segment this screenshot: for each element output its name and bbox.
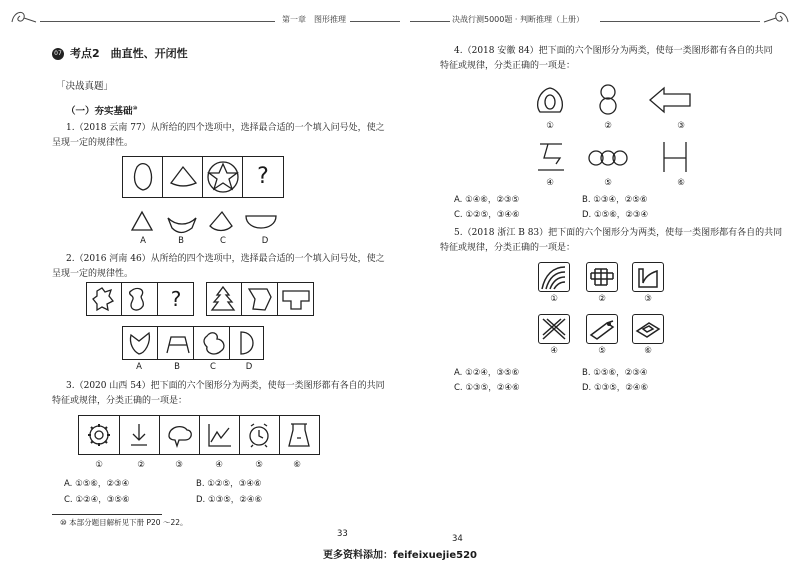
q1-stem-line2: 呈现一定的规律性。 bbox=[52, 138, 134, 148]
q2-stem-line2: 呈现一定的规律性。 bbox=[52, 269, 134, 279]
header-rule-left bbox=[40, 21, 275, 22]
q3-num-5: ⑤ bbox=[255, 460, 263, 470]
q4-num-2: ② bbox=[604, 121, 612, 131]
q2-stem-line1: 2.（2016 河南 46）从所给的四个选项中，选择最合适的一个填入问号处，使之 bbox=[66, 254, 385, 264]
q3-option-c[interactable]: C. ①②④，③⑤⑥ bbox=[64, 495, 130, 505]
header-book-title: 决战行测5000题 · 判断推理（上册） bbox=[452, 15, 584, 24]
q4-num-1: ① bbox=[546, 121, 554, 131]
section-number-badge: 07 bbox=[52, 48, 64, 60]
q5-figure-5 bbox=[586, 314, 618, 344]
q5-option-b[interactable]: B. ①⑤⑥，②③④ bbox=[582, 368, 648, 378]
header-rule-mid2 bbox=[410, 21, 450, 22]
q2-option-c[interactable]: C bbox=[210, 362, 216, 372]
q2-option-a[interactable]: A bbox=[136, 362, 142, 372]
q5-figure-2 bbox=[586, 262, 618, 292]
q5-num-2: ② bbox=[598, 294, 606, 304]
section-title: 考点2 曲直性、开闭性 bbox=[70, 47, 188, 60]
q5-num-4: ④ bbox=[550, 346, 558, 356]
header-chapter: 第一章 图形推理 bbox=[282, 15, 346, 24]
q5-num-6: ⑥ bbox=[644, 346, 652, 356]
q4-option-d[interactable]: D. ①⑤⑥，②③④ bbox=[582, 210, 649, 220]
page-number-right: 34 bbox=[452, 534, 463, 544]
q3-num-2: ② bbox=[137, 460, 145, 470]
header-rule-right bbox=[600, 21, 760, 22]
q5-num-1: ① bbox=[550, 294, 558, 304]
q4-option-a[interactable]: A. ①④⑥，②③⑤ bbox=[454, 195, 520, 205]
q1-stem-line1: 1.（2018 云南 77）从所给的四个选项中，选择最合适的一个填入问号处，使之 bbox=[66, 123, 385, 133]
corner-ornament-right-icon bbox=[762, 8, 792, 30]
q5-num-5: ⑤ bbox=[598, 346, 606, 356]
zhenti-heading: 「决战真题」 bbox=[56, 81, 114, 92]
sub-heading: （一）夯实基础⑩ bbox=[66, 104, 138, 117]
q1-question-mark: ? bbox=[257, 164, 269, 189]
q5-option-d[interactable]: D. ①③⑤，②④⑥ bbox=[582, 383, 649, 393]
q4-stem-line2: 特征或规律，分类正确的一项是： bbox=[440, 61, 576, 71]
q4-option-c[interactable]: C. ①②⑤，③④⑥ bbox=[454, 210, 520, 220]
q3-num-6: ⑥ bbox=[293, 460, 301, 470]
q5-figure-4 bbox=[538, 314, 570, 344]
footnote: ⑩ 本部分题目解析见下册 P20 ～22。 bbox=[60, 518, 188, 527]
q2-right-shapes bbox=[207, 283, 313, 315]
q3-num-1: ① bbox=[95, 460, 103, 470]
q5-option-a[interactable]: A. ①②④，③⑤⑥ bbox=[454, 368, 520, 378]
q4-num-5: ⑤ bbox=[604, 178, 612, 188]
q3-option-d[interactable]: D. ①③⑤，②④⑥ bbox=[196, 495, 263, 505]
q4-option-b[interactable]: B. ①③④，②⑤⑥ bbox=[582, 195, 648, 205]
q1-option-d[interactable]: D bbox=[261, 236, 269, 246]
q2-figure-strip-left bbox=[86, 282, 194, 316]
q2-option-b[interactable]: B bbox=[174, 362, 180, 372]
q5-stem-line1: 5.（2018 浙江 B 83）把下面的六个图形分为两类，使每一类图形都有各自的共同 bbox=[454, 228, 783, 238]
q3-num-4: ④ bbox=[215, 460, 223, 470]
q1-option-shapes bbox=[126, 208, 286, 236]
q3-figure-strip bbox=[78, 415, 320, 455]
q2-option-d[interactable]: D bbox=[245, 362, 253, 372]
q3-option-a[interactable]: A. ①⑤⑥，②③④ bbox=[64, 479, 130, 489]
q1-option-b[interactable]: B bbox=[178, 236, 184, 246]
q5-figure-1 bbox=[538, 262, 570, 292]
q1-option-a[interactable]: A bbox=[140, 236, 146, 246]
q4-num-6: ⑥ bbox=[677, 178, 685, 188]
q3-num-3: ③ bbox=[175, 460, 183, 470]
q5-option-c[interactable]: C. ①③⑤，②④⑥ bbox=[454, 383, 520, 393]
q2-figure-strip-right bbox=[206, 282, 314, 316]
q4-num-4: ④ bbox=[546, 178, 554, 188]
q1-figure-strip bbox=[122, 156, 284, 198]
q3-stem-line2: 特征或规律，分类正确的一项是： bbox=[52, 396, 188, 406]
page-number-left: 33 bbox=[337, 529, 348, 539]
q3-figure-shapes bbox=[79, 416, 319, 454]
watermark-contact: 更多资料添加：feifeixuejie520 bbox=[323, 550, 477, 561]
q5-stem-line2: 特征或规律，分类正确的一项是： bbox=[440, 243, 576, 253]
q3-option-b[interactable]: B. ①②⑤，③④⑥ bbox=[196, 479, 262, 489]
footnote-rule bbox=[52, 514, 162, 515]
q2-option-shapes bbox=[123, 327, 263, 359]
q4-num-3: ③ bbox=[677, 121, 685, 131]
q4-stem-line1: 4.（2018 安徽 84）把下面的六个图形分为两类，使每一类图形都有各自的共同 bbox=[454, 46, 773, 56]
q3-stem-line1: 3.（2020 山西 54）把下面的六个图形分为两类，使每一类图形都有各自的共同 bbox=[66, 381, 385, 391]
q1-option-c[interactable]: C bbox=[220, 236, 226, 246]
q2-question-mark: ? bbox=[170, 287, 182, 311]
q5-num-3: ③ bbox=[644, 294, 652, 304]
q5-figure-6 bbox=[632, 314, 664, 344]
corner-ornament-left-icon bbox=[8, 8, 38, 30]
q5-figure-3 bbox=[632, 262, 664, 292]
q2-options-strip bbox=[122, 326, 264, 360]
header-rule-mid bbox=[350, 21, 400, 22]
